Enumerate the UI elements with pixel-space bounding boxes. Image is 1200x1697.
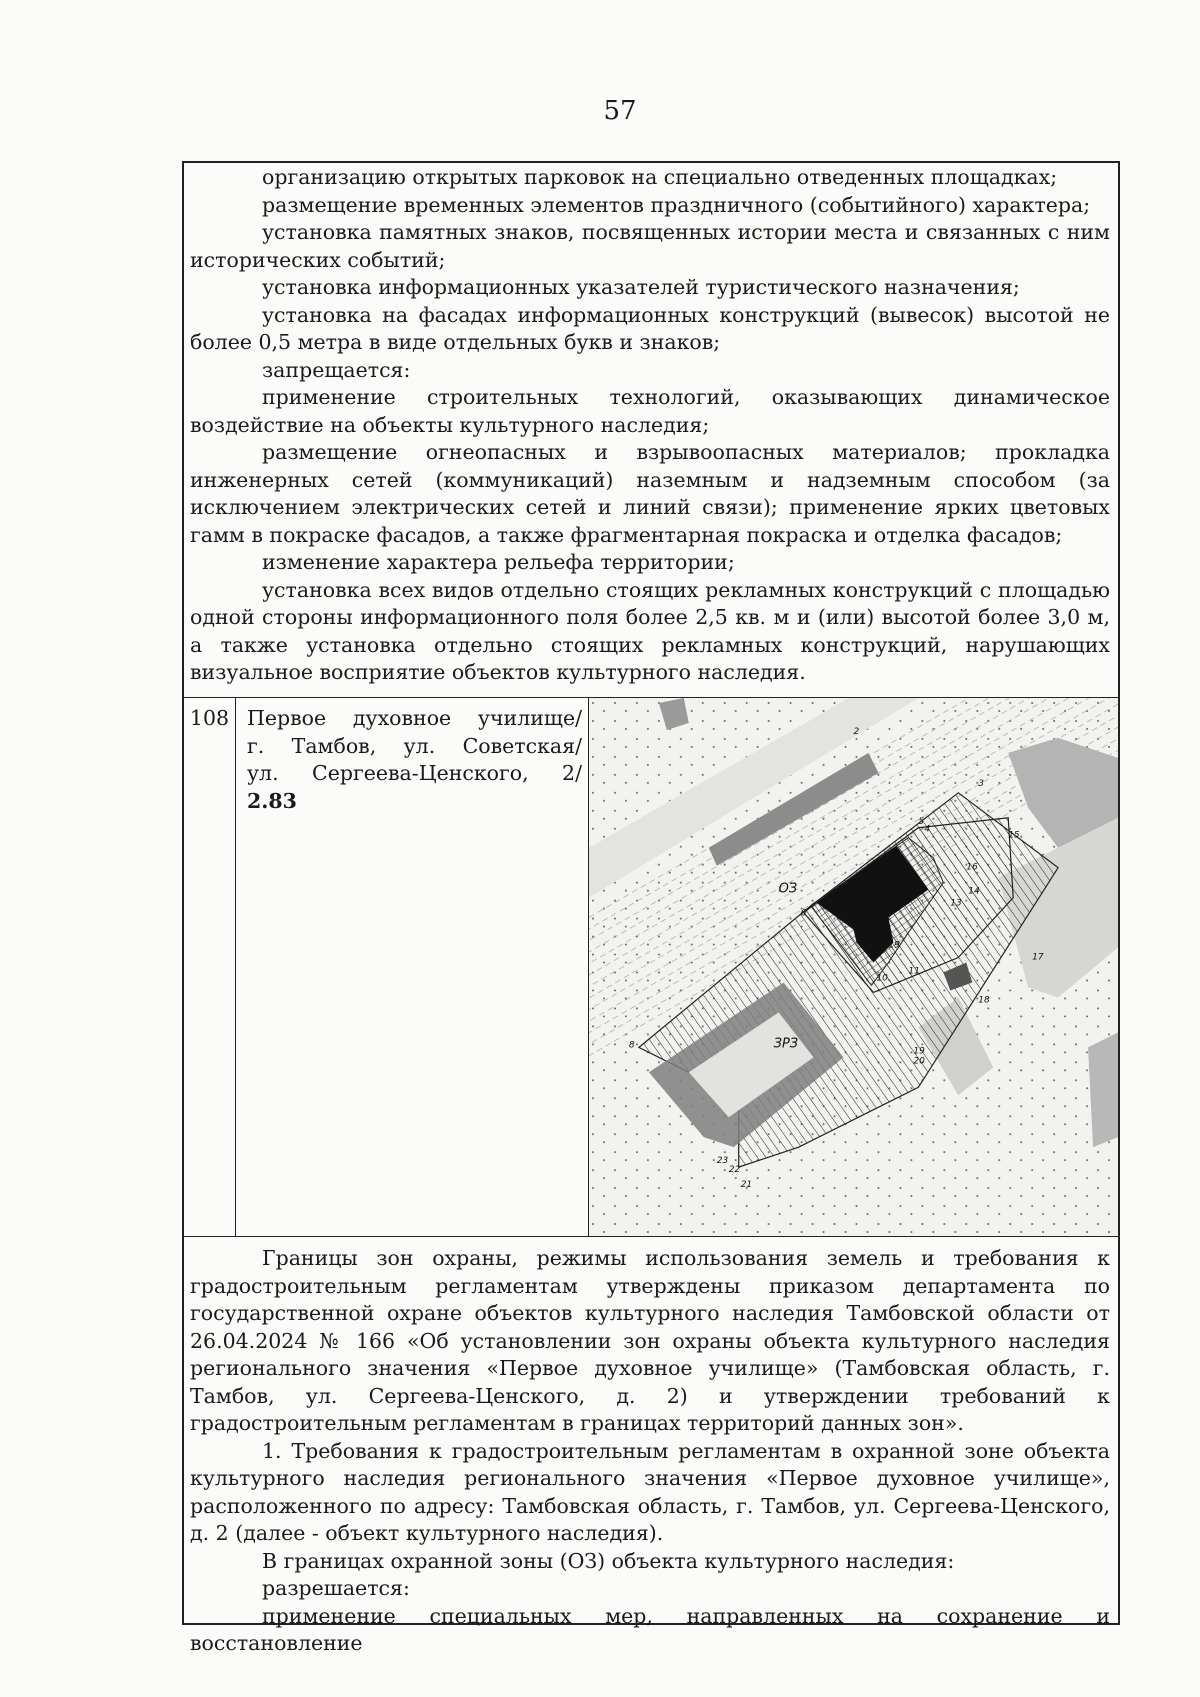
map-point-label: 18: [978, 995, 990, 1006]
table-row-decision: [184, 1237, 1118, 1655]
page-number: 57: [603, 96, 637, 126]
paragraph: 1. Требования к градостроительным регламентам в охранной зоне объекта культурного наследия регионального значения «Первое духовное училище», расположенного по адресу: Тамбовская область, г. Тамбов, ул. Сергеева-Ценского, д. 2 (далее - объект культурного наследия).: [190, 1438, 1110, 1545]
map-point-label: 8: [628, 1040, 635, 1051]
map-point-label: 2: [853, 726, 860, 737]
table-row-continuation: [184, 163, 1118, 698]
map-point-label: 6: [800, 908, 807, 919]
object-name-line: Первое духовное училище/: [247, 706, 582, 730]
object-name-line: г. Тамбов, ул. Советская/: [247, 733, 582, 758]
map-point-label: 22: [728, 1165, 741, 1176]
object-name-line: [247, 760, 582, 815]
continuation-text: [184, 163, 1118, 687]
map-point-label: 5: [918, 816, 925, 827]
paragraph: установка на фасадах информационных конструкций (вывесок) высотой не более 0,5 метра в виде отдельных букв и знаков;: [190, 302, 1110, 354]
building-grey: [1088, 1032, 1118, 1147]
map-point-label: 16: [966, 862, 978, 873]
paragraph: размещение огнеопасных и взрывоопасных материалов; прокладка инженерных сетей (коммуникаций) наземным и надземным способом (за исключением электрических сетей и линий связи); применение ярких цветовых гамм в покраске фасадов, а также фрагментарная покраска и отделка фасадов;: [190, 440, 1110, 547]
paragraph: запрещается:: [262, 357, 411, 382]
paragraph: Границы зон охраны, режимы использования земель и требования к градостроительным регламентам утверждены приказом департамента по государственной охране объектов культурного наследия Тамбовской области от 26.04.2024 № 166 «Об установлении зон охраны объекта культурного наследия регионального значения «Первое духовное училище» (Тамбовская область, г. Тамбов, ул. Сергеева-Ценского, д. 2) и утверждении требований к градостроительным регламентам в границах территорий данных зон».: [190, 1246, 1110, 1435]
paragraph: установка памятных знаков, посвященных истории места и связанных с ним исторических событий;: [190, 220, 1110, 272]
zone-label-oz: ОЗ: [778, 881, 798, 897]
map-point-label: 13: [950, 898, 962, 909]
row-number: 108: [184, 698, 236, 1236]
map-point-label: 21: [740, 1180, 753, 1191]
paragraph: применение специальных мер, направленных на сохранение и восстановление: [190, 1603, 1110, 1655]
map-point-label: 10: [876, 973, 888, 984]
paragraph: размещение временных элементов праздничного (событийного) характера;: [262, 192, 1091, 217]
map-point-label: 14: [968, 886, 980, 897]
zone-map: [589, 698, 1118, 1236]
paragraph: установка всех видов отдельно стоящих рекламных конструкций с площадью одной стороны информационного поля более 2,5 кв. м и (или) высотой более 3,0 м, а также установка отдельно стоящих рекламных конструкций, нарушающих визуальное восприятие объектов культурного наследия.: [190, 577, 1110, 684]
zone-label-zrz: ЗРЗ: [773, 1036, 799, 1052]
object-code: 2.83: [247, 788, 297, 813]
map-point-label: 17: [1032, 952, 1044, 963]
map-point-label: 15: [1008, 830, 1020, 841]
paragraph: применение строительных технологий, оказывающих динамическое воздействие на объекты культурного наследия;: [190, 385, 1110, 437]
map-point-label: 4: [924, 824, 931, 835]
paragraph: разрешается:: [262, 1576, 410, 1600]
map-point-label: 11: [908, 966, 920, 977]
paragraph: изменение характера рельефа территории;: [262, 550, 735, 574]
map-point-label: 19: [888, 940, 900, 951]
paragraph: организацию открытых парковок на специально отведенных площадках;: [262, 165, 1058, 189]
decision-text: [184, 1237, 1118, 1658]
map-point-label: 20: [913, 1056, 925, 1067]
object-name: [236, 698, 589, 1236]
paragraph: В границах охранной зоны (ОЗ) объекта культурного наследия:: [262, 1548, 955, 1573]
paragraph: установка информационных указателей туристического назначения;: [262, 275, 1020, 299]
zone-map-drawing: [589, 698, 1118, 1236]
map-point-label: 23: [716, 1156, 729, 1167]
regulations-table: [182, 161, 1120, 1655]
map-point-label: 3: [978, 778, 984, 789]
table-row-108: [184, 698, 1118, 1237]
map-point-label: 19: [913, 1046, 925, 1057]
object-address: ул. Сергеева-Ценского, 2/: [247, 761, 582, 785]
